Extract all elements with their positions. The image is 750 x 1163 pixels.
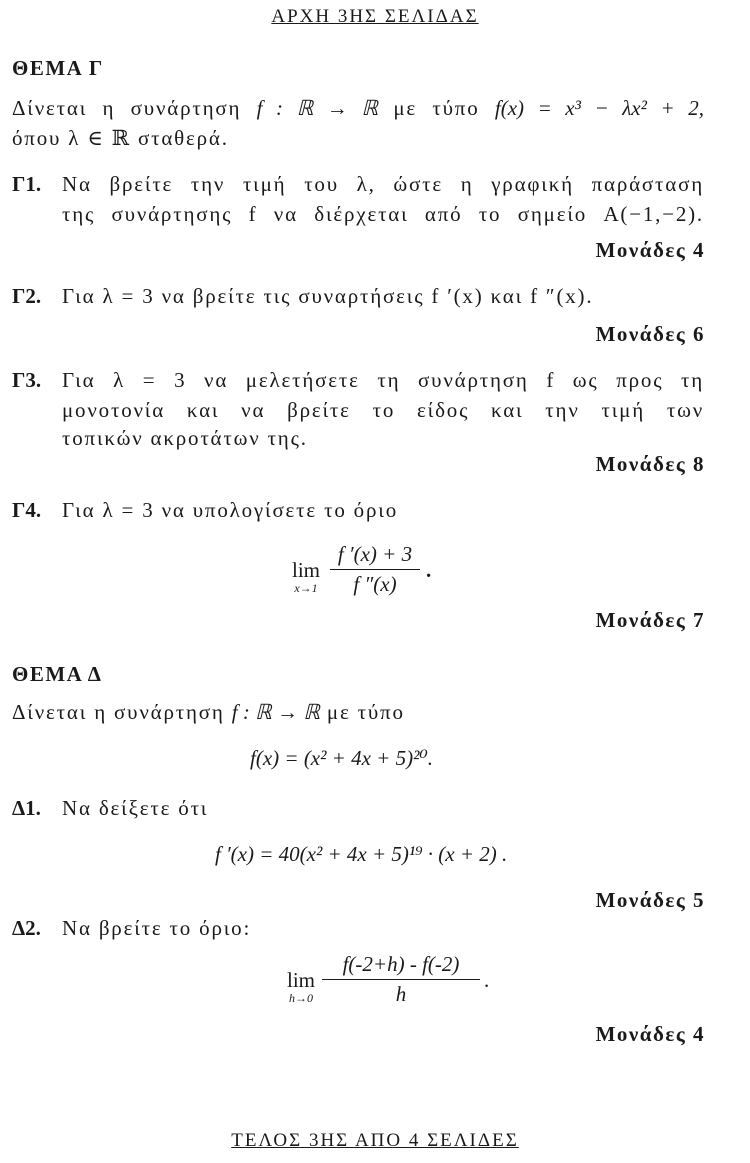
g3-label: Γ3. bbox=[12, 368, 42, 392]
theme-g-title: ΘΕΜΑ Γ bbox=[12, 56, 104, 80]
fraction-denominator: h bbox=[395, 982, 407, 1006]
intro-formula: f(x) = x³ − λx² + 2, bbox=[494, 96, 704, 120]
d2-line1: Να βρείτε το όριο: bbox=[62, 916, 252, 940]
g2-marks: Μονάδες 6 bbox=[595, 322, 705, 346]
lim-subscript: h→0 bbox=[289, 991, 313, 1005]
lim-word: lim bbox=[291, 558, 320, 582]
intro-text2: με τύπο bbox=[326, 700, 405, 724]
d1-line1: Να δείξετε ότι bbox=[62, 796, 209, 820]
intro-text2: με τύπο bbox=[393, 96, 480, 120]
theme-d-formula: f(x) = (x² + 4x + 5)²⁰. bbox=[250, 746, 434, 770]
intro-map: f : ℝ → ℝ bbox=[256, 96, 378, 120]
g4-line1: Για λ = 3 να υπολογίσετε το όριο bbox=[62, 498, 399, 522]
page-footer: ΤΕΛΟΣ 3ΗΣ ΑΠΟ 4 ΣΕΛΙΔΕΣ bbox=[231, 1130, 519, 1151]
g2-label: Γ2. bbox=[12, 284, 42, 308]
theme-d-intro bbox=[12, 700, 704, 725]
g3-line2: μονοτονία και να βρείτε το είδος και την τιμή των bbox=[62, 398, 704, 422]
d1-marks: Μονάδες 5 bbox=[595, 888, 705, 912]
g1-line1: Να βρείτε την τιμή του λ, ώστε η γραφική παράσταση bbox=[62, 172, 704, 196]
d1-label: Δ1. bbox=[12, 796, 41, 820]
theme-g-intro-line1 bbox=[12, 96, 704, 121]
d2-end-punct: . bbox=[484, 968, 490, 992]
page-header: ΑΡΧΗ 3ΗΣ ΣΕΛΙΔΑΣ bbox=[271, 6, 479, 27]
g1-line2: της συνάρτησης f να διέρχεται από το σημείο A(−1,−2). bbox=[62, 202, 704, 226]
fraction-numerator: f(-2+h) - f(-2) bbox=[322, 952, 480, 980]
g1-label: Γ1. bbox=[12, 172, 42, 196]
g3-marks: Μονάδες 8 bbox=[595, 452, 705, 476]
intro-map: f : ℝ → ℝ bbox=[231, 700, 320, 724]
fraction-denominator: f ″(x) bbox=[353, 572, 397, 596]
g3-line1: Για λ = 3 να μελετήσετε τη συνάρτηση f ως προς τη bbox=[62, 368, 704, 392]
intro-text: Δίνεται η συνάρτηση bbox=[12, 96, 242, 120]
lim-subscript: x→1 bbox=[294, 581, 318, 595]
g4-label: Γ4. bbox=[12, 498, 42, 522]
d1-formula: f ′(x) = 40(x² + 4x + 5)¹⁹ · (x + 2) . bbox=[215, 842, 508, 866]
intro-text: Δίνεται η συνάρτηση bbox=[12, 700, 225, 724]
d2-marks: Μονάδες 4 bbox=[595, 1022, 705, 1046]
g1-marks: Μονάδες 4 bbox=[595, 238, 705, 262]
d2-label: Δ2. bbox=[12, 916, 41, 940]
lim-word: lim bbox=[286, 968, 315, 992]
d2-limit bbox=[280, 968, 322, 1006]
g4-fraction bbox=[330, 542, 420, 597]
fraction-numerator: f ′(x) + 3 bbox=[330, 542, 420, 570]
g4-marks: Μονάδες 7 bbox=[595, 608, 705, 632]
theme-g-intro-line2: όπου λ ∈ ℝ σταθερά. bbox=[12, 126, 229, 150]
g4-end-punct: . bbox=[426, 558, 432, 582]
g4-limit bbox=[285, 558, 327, 596]
d2-fraction bbox=[322, 952, 480, 1007]
g2-line1: Για λ = 3 να βρείτε τις συναρτήσεις f ′(x) και f ″(x). bbox=[62, 284, 594, 308]
g3-line3: τοπικών ακροτάτων της. bbox=[62, 426, 308, 450]
theme-d-title: ΘΕΜΑ Δ bbox=[12, 662, 103, 686]
